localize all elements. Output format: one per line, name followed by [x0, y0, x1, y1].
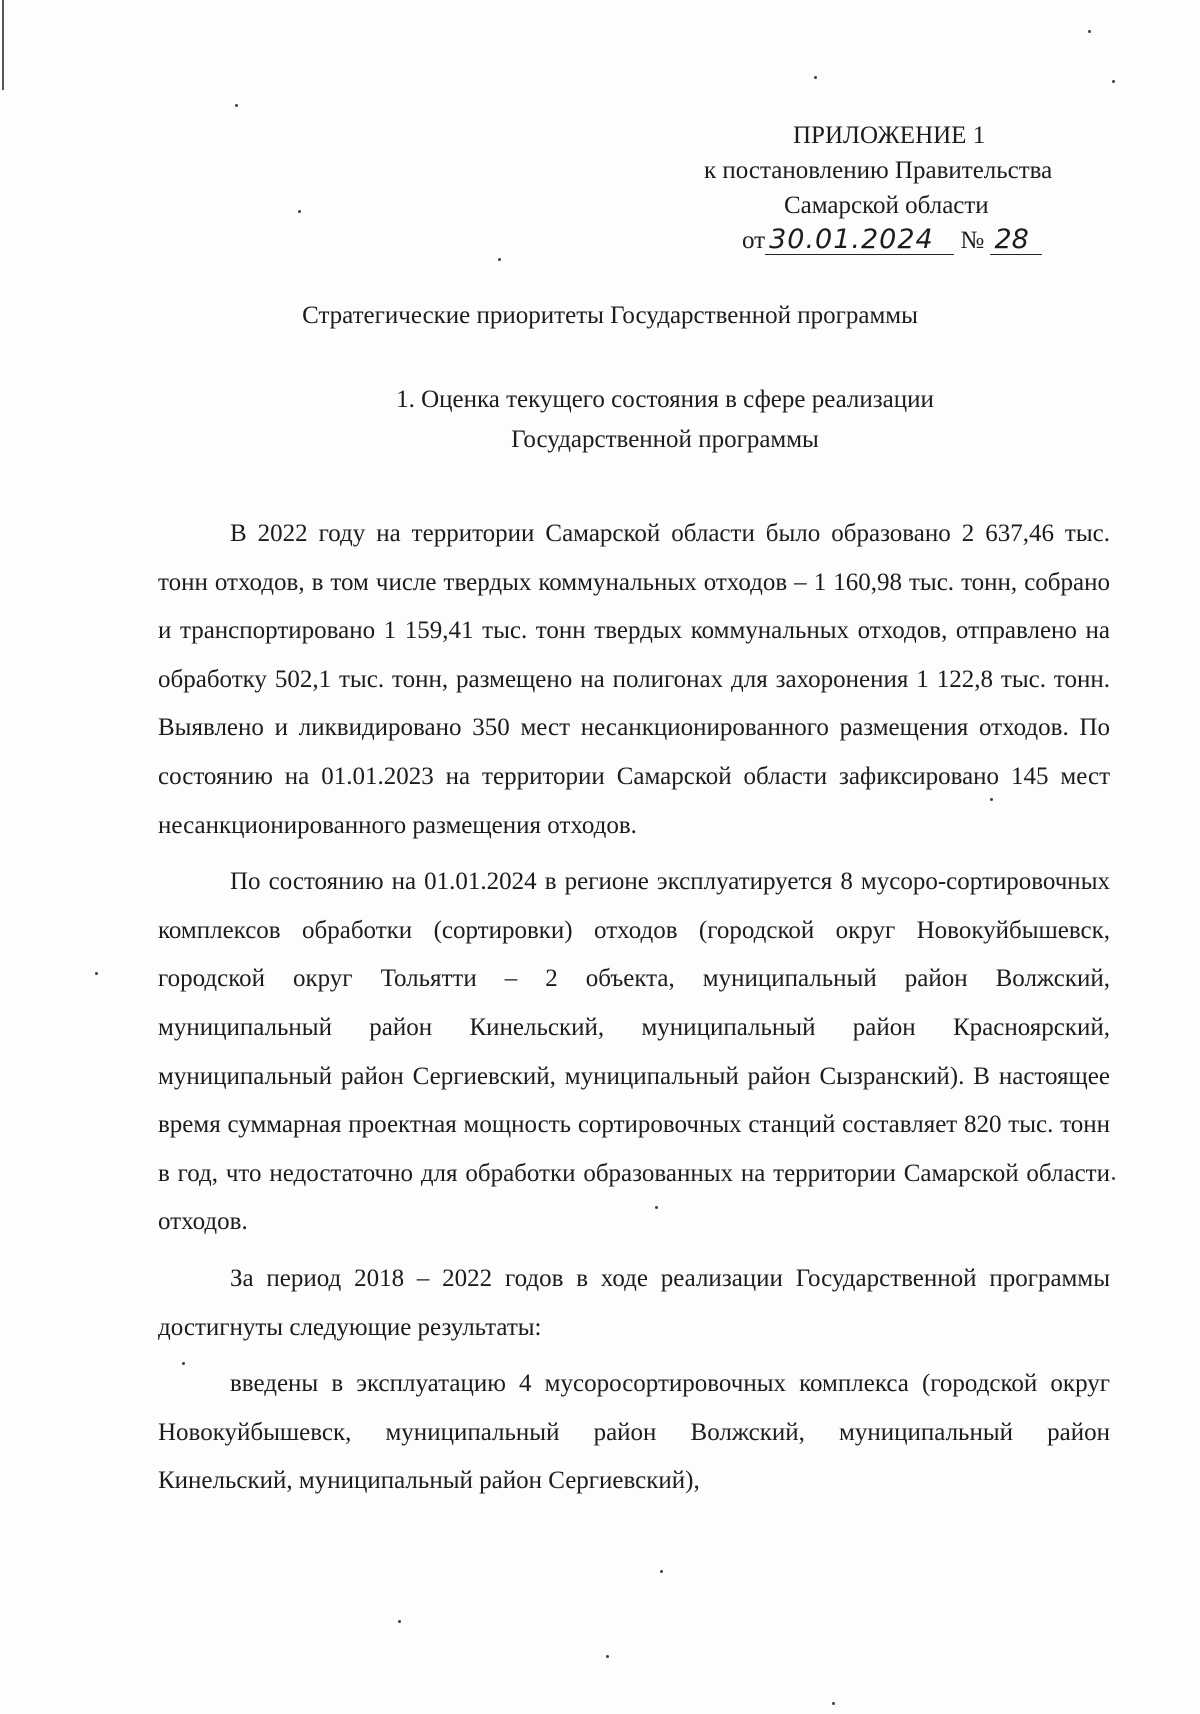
document-title: Стратегические приоритеты Государственной программы — [302, 302, 918, 329]
scan-speck — [235, 104, 238, 107]
scan-speck — [398, 1620, 401, 1623]
scan-speck — [498, 258, 501, 261]
document-body — [158, 510, 1110, 1514]
scan-speck — [832, 1702, 835, 1705]
scan-speck — [1088, 30, 1091, 33]
scan-speck — [1112, 1177, 1115, 1180]
appendix-region-line: Самарской области — [784, 192, 989, 219]
appendix-date-line — [680, 223, 1110, 258]
appendix-resolution-line: к постановлению Правительства — [704, 157, 1053, 184]
scan-speck — [95, 972, 98, 975]
section-title-line-1: 1. Оценка текущего состояния в сфере реализации — [396, 386, 934, 413]
scan-speck — [814, 76, 817, 79]
scan-speck — [606, 1655, 609, 1658]
appendix-label: ПРИЛОЖЕНИЕ 1 — [793, 122, 986, 149]
scan-speck — [660, 1570, 663, 1573]
appendix-header — [680, 118, 1110, 258]
section-title — [300, 380, 1030, 460]
section-title-line-2: Государственной программы — [511, 426, 819, 453]
number-sign: № — [960, 227, 985, 254]
paragraph-results-item: введены в эксплуатацию 4 мусоросортировочных комплекса (городской округ Новокуйбышевск, муниципальный район Волжский, муниципальный район Кинельский, муниципальный район Сергиевский), — [158, 1370, 1110, 1495]
scan-speck — [1112, 80, 1115, 83]
paragraph-sorting-complexes: По состоянию на 01.01.2024 в регионе эксплуатируется 8 мусоро-сортировочных комплексов обработки (сортировки) отходов (городской округ Новокуйбышевск, городской округ Тольятти – 2 объекта, муниципальный район Волжский, муниципальный район Кинельский, муниципальный район Красноярский, муниципальный район Сергиевский, муниципальный район Сызранский). В настоящее время суммарная проектная мощность сортировочных станций составляет 820 тыс. тонн в год, что недостаточно для обработки образованных на территории Самарской области отходов. — [158, 868, 1110, 1236]
scan-edge-mark — [2, 0, 4, 90]
handwritten-date: 30.01.2024 — [765, 226, 954, 255]
scan-speck — [298, 210, 301, 213]
paragraph-waste-statistics: В 2022 году на территории Самарской области было образовано 2 637,46 тыс. тонн отходов, в том числе твердых коммунальных отходов – 1 160,98 тыс. тонн, собрано и транспортировано 1 159,41 тыс. тонн твердых коммунальных отходов, отправлено на обработку 502,1 тыс. тонн, размещено на полигонах для захоронения 1 122,8 тыс. тонн. Выявлено и ликвидировано 350 мест несанкционированного размещения отходов. По состоянию на 01.01.2023 на территории Самарской области зафиксировано 145 мест несанкционированного размещения отходов. — [158, 520, 1110, 839]
date-prefix: от — [742, 227, 766, 254]
handwritten-number: 28 — [990, 226, 1042, 255]
paragraph-results-intro: За период 2018 – 2022 годов в ходе реализации Государственной программы достигнуты следующие результаты: — [158, 1264, 1110, 1341]
